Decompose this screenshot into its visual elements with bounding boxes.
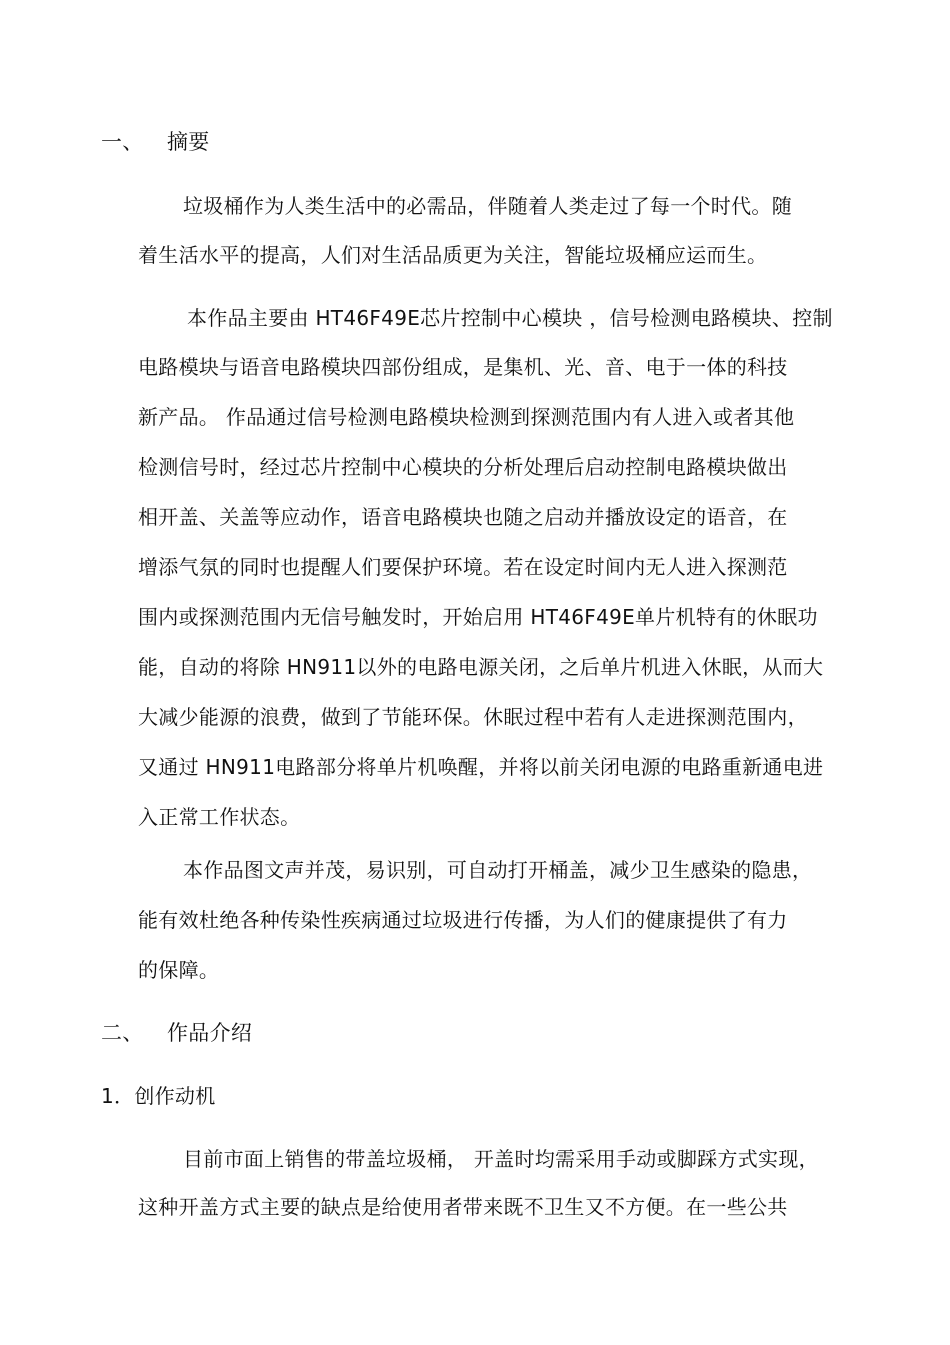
paragraph-line: 这种开盖方式主要的缺点是给使用者带来既不卫生又不方便。在一些公共 [138, 1195, 788, 1219]
paragraph-line: 的保障。 [138, 958, 220, 982]
paragraph-line: 增添气氛的同时也提醒人们要保护环境。若在设定时间内无人进入探测范 [138, 555, 788, 579]
section-number: 一、 [101, 130, 144, 154]
paragraph-line: 本作品主要由 HT46F49E芯片控制中心模块 ，信号检测电路模块、控制 [187, 306, 833, 330]
paragraph-line: 检测信号时，经过芯片控制中心模块的分析处理后启动控制电路模块做出 [138, 455, 788, 479]
paragraph-line: 着生活水平的提高，人们对生活品质更为关注，智能垃圾桶应运而生。 [138, 243, 768, 267]
paragraph-line: 能有效杜绝各种传染性疾病通过垃圾进行传播，为人们的健康提供了有力 [138, 908, 788, 932]
paragraph-line: 入正常工作状态。 [138, 805, 301, 829]
paragraph-line: 本作品图文声并茂，易识别，可自动打开桶盖，减少卫生感染的隐患， [183, 858, 813, 882]
section-title: 摘要 [167, 130, 210, 154]
paragraph-line: 又通过 HN911电路部分将单片机唤醒，并将以前关闭电源的电路重新通电进 [138, 755, 824, 779]
paragraph-line: 相开盖、关盖等应动作，语音电路模块也随之启动并播放设定的语音，在 [138, 505, 788, 529]
section-title: 作品介绍 [167, 1021, 253, 1045]
paragraph-line: 电路模块与语音电路模块四部份组成，是集机、光、音、电于一体的科技 [138, 355, 788, 379]
section-number: 二、 [101, 1021, 144, 1045]
subsection-heading: 1．创作动机 [101, 1084, 216, 1108]
paragraph-line: 围内或探测范围内无信号触发时，开始启用 HT46F49E单片机特有的休眠功 [138, 605, 818, 629]
paragraph-line: 能，自动的将除 HN911以外的电路电源关闭，之后单片机进入休眠，从而大 [138, 655, 824, 679]
paragraph-line: 新产品。 作品通过信号检测电路模块检测到探测范围内有人进入或者其他 [138, 405, 795, 429]
paragraph-line: 垃圾桶作为人类生活中的必需品，伴随着人类走过了每一个时代。随 [183, 194, 792, 218]
paragraph-line: 大减少能源的浪费，做到了节能环保。休眠过程中若有人走进探测范围内， [138, 705, 808, 729]
paragraph-line: 目前市面上销售的带盖垃圾桶， 开盖时均需采用手动或脚踩方式实现， [183, 1147, 819, 1171]
